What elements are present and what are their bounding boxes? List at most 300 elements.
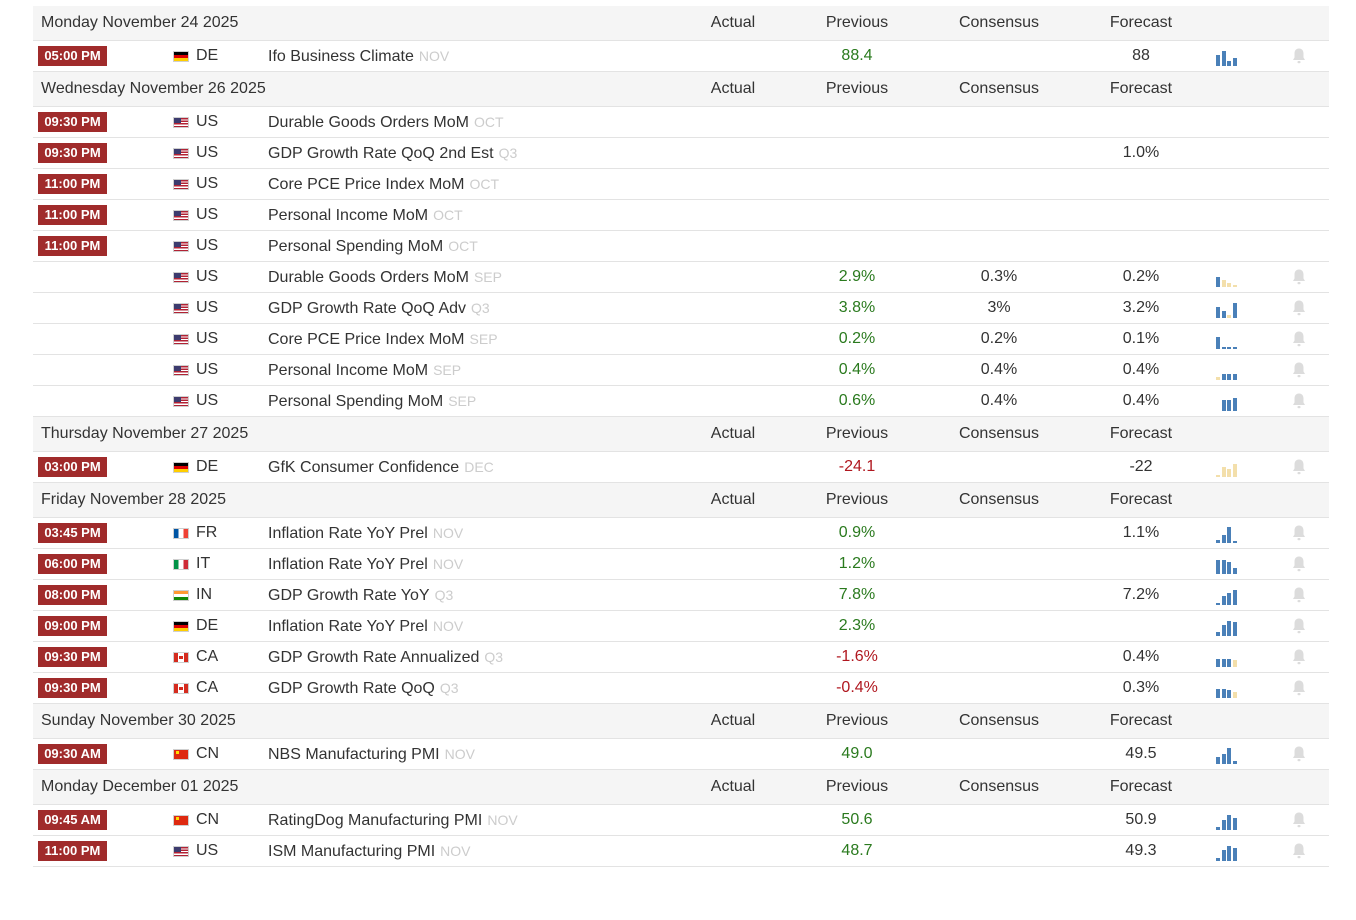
event-name-link[interactable] — [268, 549, 463, 580]
sparkline-bar — [1216, 337, 1220, 349]
country-flag-icon — [173, 179, 189, 190]
event-name[interactable]: Personal Spending MoM — [268, 393, 444, 410]
forecast-column-header[interactable]: Forecast — [1109, 712, 1173, 729]
table-row[interactable] — [33, 138, 1329, 169]
forecast-value: 0.2% — [1122, 268, 1160, 285]
sparkline-bar — [1233, 398, 1237, 411]
sparkline-chart[interactable] — [1216, 678, 1244, 698]
country-code: US — [196, 113, 219, 130]
forecast-value: 1.0% — [1122, 144, 1160, 161]
sparkline-chart[interactable] — [1216, 46, 1244, 66]
reference-period: SEP — [433, 362, 462, 378]
table-row[interactable] — [33, 107, 1329, 138]
event-name[interactable]: Durable Goods Orders MoM — [268, 114, 469, 131]
sparkline-bar — [1216, 659, 1220, 667]
forecast-value: 0.4% — [1122, 361, 1160, 378]
country-code: US — [196, 361, 219, 378]
country-flag-icon — [173, 365, 189, 376]
sparkline-chart[interactable] — [1216, 329, 1244, 349]
table-row[interactable] — [33, 611, 1329, 642]
consensus-column-header[interactable]: Consensus — [958, 425, 1040, 442]
consensus-value: 0.4% — [980, 361, 1018, 378]
event-name[interactable]: Personal Spending MoM — [268, 238, 444, 255]
sparkline-chart[interactable] — [1216, 744, 1244, 764]
sparkline-chart[interactable] — [1216, 360, 1244, 380]
previous-column-header[interactable]: Previous — [825, 712, 889, 729]
sparkline-bar — [1233, 761, 1237, 764]
time-badge: 11:00 PM — [38, 205, 107, 225]
bell-alert-icon[interactable] — [1292, 617, 1306, 635]
country-flag-icon — [173, 148, 189, 159]
table-row[interactable] — [33, 262, 1329, 293]
forecast-value: 88 — [1132, 47, 1150, 64]
time-badge: 11:00 PM — [38, 841, 107, 861]
sparkline-bar — [1227, 846, 1231, 861]
reference-period: DEC — [464, 459, 494, 475]
table-row[interactable] — [33, 739, 1329, 770]
group-date: Wednesday November 26 2025 — [41, 80, 266, 97]
sparkline-bar — [1216, 560, 1220, 574]
table-row[interactable] — [33, 580, 1329, 611]
reference-period: Q3 — [484, 649, 504, 665]
sparkline-bar — [1222, 400, 1226, 411]
table-row[interactable] — [33, 673, 1329, 704]
sparkline-bar — [1222, 347, 1226, 349]
sparkline-bar — [1227, 562, 1231, 574]
country-code: US — [196, 268, 219, 285]
sparkline-chart[interactable] — [1216, 267, 1244, 287]
previous-column-header[interactable]: Previous — [825, 80, 889, 97]
consensus-value: 0.4% — [980, 392, 1018, 409]
event-name-link[interactable] — [268, 41, 449, 72]
forecast-value: 0.4% — [1122, 392, 1160, 409]
event-name[interactable]: GDP Growth Rate YoY — [268, 587, 430, 604]
sparkline-bar — [1216, 475, 1220, 477]
event-name[interactable]: GDP Growth Rate QoQ — [268, 680, 435, 697]
event-name-link[interactable] — [268, 169, 499, 200]
sparkline-bar — [1227, 621, 1231, 636]
actual-column-header[interactable]: Actual — [710, 491, 756, 508]
sparkline-bar — [1222, 374, 1226, 380]
time-badge: 09:30 AM — [38, 744, 107, 764]
sparkline-bar — [1216, 632, 1220, 636]
sparkline-bar — [1222, 625, 1226, 636]
event-name-link[interactable] — [268, 386, 476, 417]
country-code: US — [196, 206, 219, 223]
sparkline-bar — [1233, 818, 1237, 830]
sparkline-bar — [1227, 61, 1231, 66]
sparkline-bar — [1222, 689, 1226, 698]
bell-alert-icon[interactable] — [1292, 811, 1306, 829]
consensus-value: 0.2% — [980, 330, 1018, 347]
country-code: CN — [196, 745, 220, 762]
sparkline-bar — [1233, 374, 1237, 380]
sparkline-chart[interactable] — [1216, 647, 1244, 667]
forecast-value: 49.3 — [1125, 842, 1157, 859]
reference-period: Q3 — [471, 300, 490, 316]
table-row[interactable] — [33, 642, 1329, 673]
sparkline-bar — [1222, 560, 1226, 574]
group-date: Thursday November 27 2025 — [41, 425, 249, 442]
sparkline-bar — [1233, 692, 1237, 698]
event-name[interactable]: GDP Growth Rate Annualized — [268, 649, 480, 666]
reference-period: Q3 — [498, 145, 518, 161]
country-code: US — [196, 299, 219, 316]
actual-column-header[interactable]: Actual — [710, 425, 756, 442]
time-badge: 11:00 PM — [38, 236, 107, 256]
event-name-link[interactable] — [268, 518, 463, 549]
bell-alert-icon[interactable] — [1292, 842, 1306, 860]
event-name[interactable]: Ifo Business Climate — [268, 48, 414, 65]
time-badge: 09:00 PM — [38, 616, 107, 636]
event-name-link[interactable] — [268, 836, 471, 867]
sparkline-chart[interactable] — [1216, 554, 1244, 574]
previous-value: 2.9% — [838, 268, 876, 285]
reference-period: OCT — [448, 238, 478, 254]
previous-value: 88.4 — [841, 47, 873, 64]
sparkline-bar — [1222, 51, 1226, 66]
sparkline-bar — [1233, 347, 1237, 349]
sparkline-chart[interactable] — [1216, 523, 1244, 543]
event-name-link[interactable] — [268, 642, 503, 673]
country-flag-icon — [173, 272, 189, 283]
time-badge: 09:30 PM — [38, 678, 107, 698]
country-flag-icon — [173, 51, 189, 62]
reference-period: SEP — [448, 393, 477, 409]
event-name-link[interactable] — [268, 805, 518, 836]
reference-period: OCT — [469, 176, 500, 192]
event-name-link[interactable] — [268, 138, 517, 169]
reference-period: SEP — [473, 269, 502, 285]
table-row[interactable] — [33, 805, 1329, 836]
sparkline-bar — [1227, 347, 1231, 349]
group-date: Monday December 01 2025 — [41, 778, 239, 795]
previous-value: 48.7 — [841, 842, 873, 859]
forecast-value: 3.2% — [1122, 299, 1160, 316]
sparkline-bar — [1222, 754, 1226, 764]
group-date: Friday November 28 2025 — [41, 491, 226, 508]
sparkline-chart[interactable] — [1216, 391, 1244, 411]
date-group-header — [33, 417, 1329, 452]
actual-column-header[interactable]: Actual — [710, 80, 756, 97]
event-name-link[interactable] — [268, 611, 463, 642]
table-row[interactable] — [33, 836, 1329, 867]
bell-alert-icon[interactable] — [1292, 745, 1306, 763]
event-name[interactable]: GDP Growth Rate QoQ 2nd Est — [268, 145, 494, 162]
event-name-link[interactable] — [268, 355, 461, 386]
bell-alert-icon[interactable] — [1292, 299, 1306, 317]
event-name-link[interactable] — [268, 739, 475, 770]
previous-value: 0.4% — [838, 361, 876, 378]
country-flag-icon — [173, 621, 189, 632]
sparkline-bar — [1216, 377, 1220, 380]
country-flag-icon — [173, 462, 189, 473]
bell-alert-icon[interactable] — [1292, 392, 1306, 410]
country-flag-icon — [173, 815, 189, 826]
reference-period: NOV — [432, 525, 464, 541]
sparkline-chart[interactable] — [1216, 457, 1244, 477]
reference-period: NOV — [432, 618, 464, 634]
sparkline-bar — [1233, 303, 1237, 318]
sparkline-chart[interactable] — [1216, 298, 1244, 318]
actual-column-header[interactable]: Actual — [710, 14, 756, 31]
sparkline-bar — [1233, 568, 1237, 574]
bell-alert-icon[interactable] — [1292, 330, 1306, 348]
event-name-link[interactable] — [268, 673, 459, 704]
sparkline-bar — [1216, 689, 1220, 698]
forecast-value: -22 — [1129, 458, 1153, 475]
table-row[interactable] — [33, 355, 1329, 386]
country-code: DE — [196, 47, 219, 64]
event-name[interactable]: Personal Income MoM — [268, 362, 429, 379]
sparkline-bar — [1233, 285, 1237, 287]
event-name-link[interactable] — [268, 580, 453, 611]
country-flag-icon — [173, 683, 189, 694]
country-code: DE — [196, 458, 219, 475]
previous-column-header[interactable]: Previous — [825, 491, 889, 508]
previous-column-header[interactable]: Previous — [825, 778, 889, 795]
group-date: Monday November 24 2025 — [41, 14, 239, 31]
country-code: IT — [196, 555, 211, 572]
sparkline-bar — [1227, 469, 1231, 477]
reference-period: NOV — [432, 556, 464, 572]
event-name-link[interactable] — [268, 293, 490, 324]
time-badge: 03:00 PM — [38, 457, 107, 477]
sparkline-bar — [1216, 827, 1220, 830]
event-name[interactable]: ISM Manufacturing PMI — [268, 843, 436, 860]
previous-value: 2.3% — [838, 617, 876, 634]
reference-period: OCT — [473, 114, 504, 130]
table-row[interactable] — [33, 169, 1329, 200]
previous-value: 49.0 — [841, 745, 873, 762]
table-row[interactable] — [33, 200, 1329, 231]
sparkline-chart[interactable] — [1216, 616, 1244, 636]
event-name[interactable]: Inflation Rate YoY Prel — [268, 556, 428, 573]
forecast-value: 0.3% — [1122, 679, 1160, 696]
table-row[interactable] — [33, 452, 1329, 483]
country-flag-icon — [173, 334, 189, 345]
previous-value: 0.6% — [838, 392, 876, 409]
event-name-link[interactable] — [268, 452, 494, 483]
forecast-value: 49.5 — [1125, 745, 1157, 762]
reference-period: Q3 — [434, 587, 454, 603]
sparkline-bar — [1233, 58, 1237, 66]
time-badge: 06:00 PM — [38, 554, 107, 574]
consensus-value: 0.3% — [980, 268, 1018, 285]
previous-value: 1.2% — [838, 555, 876, 572]
sparkline-chart[interactable] — [1216, 841, 1244, 861]
sparkline-chart[interactable] — [1216, 585, 1244, 605]
country-code: CA — [196, 648, 219, 665]
table-row[interactable] — [33, 293, 1329, 324]
table-row[interactable] — [33, 324, 1329, 355]
sparkline-bar — [1222, 280, 1226, 287]
actual-column-header[interactable]: Actual — [710, 712, 756, 729]
reference-period: Q3 — [439, 680, 459, 696]
country-code: US — [196, 330, 219, 347]
reference-period: OCT — [433, 207, 463, 223]
country-flag-icon — [173, 303, 189, 314]
country-flag-icon — [173, 749, 189, 760]
country-flag-icon — [173, 590, 189, 601]
sparkline-bar — [1227, 400, 1231, 411]
sparkline-bar — [1233, 541, 1237, 543]
reference-period: NOV — [440, 843, 471, 859]
event-name[interactable]: GfK Consumer Confidence — [268, 459, 460, 476]
time-badge: 11:00 PM — [38, 174, 107, 194]
forecast-column-header[interactable]: Forecast — [1109, 14, 1173, 31]
date-group-header — [33, 6, 1329, 41]
sparkline-bar — [1216, 277, 1220, 287]
time-badge: 03:45 PM — [38, 523, 107, 543]
bell-alert-icon[interactable] — [1292, 679, 1306, 697]
time-badge: 05:00 PM — [38, 46, 107, 66]
bell-alert-icon[interactable] — [1292, 268, 1306, 286]
bell-alert-icon[interactable] — [1292, 648, 1306, 666]
country-flag-icon — [173, 210, 189, 221]
previous-column-header[interactable]: Previous — [825, 14, 889, 31]
country-flag-icon — [173, 652, 189, 663]
sparkline-bar — [1222, 596, 1226, 605]
forecast-column-header[interactable]: Forecast — [1109, 80, 1173, 97]
country-code: DE — [196, 617, 219, 634]
forecast-value: 7.2% — [1122, 586, 1160, 603]
event-name-link[interactable] — [268, 231, 478, 262]
sparkline-bar — [1227, 815, 1231, 830]
previous-value: 7.8% — [838, 586, 876, 603]
country-code: IN — [196, 586, 212, 603]
consensus-column-header[interactable]: Consensus — [958, 491, 1040, 508]
event-name[interactable]: RatingDog Manufacturing PMI — [268, 812, 483, 829]
sparkline-bar — [1222, 467, 1226, 477]
sparkline-bar — [1222, 820, 1226, 830]
forecast-column-header[interactable]: Forecast — [1109, 778, 1173, 795]
event-name[interactable]: Core PCE Price Index MoM — [268, 331, 465, 348]
event-name[interactable]: NBS Manufacturing PMI — [268, 746, 440, 763]
table-row[interactable] — [33, 549, 1329, 580]
event-name-link[interactable] — [268, 324, 498, 355]
country-code: US — [196, 842, 219, 859]
country-flag-icon — [173, 396, 189, 407]
event-name[interactable]: GDP Growth Rate QoQ Adv — [268, 300, 467, 317]
bell-alert-icon[interactable] — [1292, 458, 1306, 476]
reference-period: NOV — [418, 48, 450, 64]
sparkline-bar — [1233, 590, 1237, 605]
event-name-link[interactable] — [268, 107, 504, 138]
consensus-column-header[interactable]: Consensus — [958, 80, 1040, 97]
table-row[interactable] — [33, 41, 1329, 72]
date-group-header — [33, 72, 1329, 107]
reference-period: SEP — [469, 331, 498, 347]
bell-alert-icon[interactable] — [1292, 361, 1306, 379]
sparkline-bar — [1216, 540, 1220, 543]
sparkline-bar — [1227, 374, 1231, 380]
country-flag-icon — [173, 559, 189, 570]
sparkline-bar — [1233, 848, 1237, 861]
country-code: US — [196, 237, 219, 254]
table-row[interactable] — [33, 518, 1329, 549]
time-badge: 08:00 PM — [38, 585, 107, 605]
forecast-value: 0.1% — [1122, 330, 1160, 347]
country-flag-icon — [173, 117, 189, 128]
sparkline-bar — [1233, 622, 1237, 636]
sparkline-bar — [1216, 307, 1220, 318]
consensus-column-header[interactable]: Consensus — [958, 778, 1040, 795]
sparkline-bar — [1222, 535, 1226, 543]
country-code: CN — [196, 811, 220, 828]
forecast-value: 1.1% — [1122, 524, 1160, 541]
consensus-value: 3% — [987, 299, 1011, 316]
event-name[interactable]: Core PCE Price Index MoM — [268, 176, 465, 193]
sparkline-bar — [1227, 283, 1231, 287]
sparkline-bar — [1222, 850, 1226, 861]
bell-alert-icon[interactable] — [1292, 524, 1306, 542]
country-code: US — [196, 392, 219, 409]
country-code: FR — [196, 524, 218, 541]
previous-value: 0.9% — [838, 524, 876, 541]
time-badge: 09:45 AM — [38, 810, 107, 830]
group-date: Sunday November 30 2025 — [41, 712, 236, 729]
event-name[interactable]: Inflation Rate YoY Prel — [268, 618, 428, 635]
date-group-header — [33, 704, 1329, 739]
bell-alert-icon[interactable] — [1292, 555, 1306, 573]
sparkline-bar — [1216, 858, 1220, 861]
bell-alert-icon[interactable] — [1292, 586, 1306, 604]
economic-calendar-table — [33, 6, 1329, 867]
country-flag-icon — [173, 241, 189, 252]
previous-value: -24.1 — [838, 458, 876, 475]
previous-value: 0.2% — [838, 330, 876, 347]
country-flag-icon — [173, 846, 189, 857]
sparkline-chart[interactable] — [1216, 810, 1244, 830]
sparkline-bar — [1227, 315, 1231, 318]
country-code: CA — [196, 679, 219, 696]
consensus-column-header[interactable]: Consensus — [958, 712, 1040, 729]
consensus-column-header[interactable]: Consensus — [958, 14, 1040, 31]
reference-period: NOV — [487, 812, 518, 828]
event-name[interactable]: Durable Goods Orders MoM — [268, 269, 469, 286]
event-name-link[interactable] — [268, 200, 463, 231]
event-name-link[interactable] — [268, 262, 502, 293]
previous-column-header[interactable]: Previous — [825, 425, 889, 442]
sparkline-bar — [1227, 748, 1231, 764]
sparkline-bar — [1227, 659, 1231, 667]
reference-period: NOV — [444, 746, 475, 762]
forecast-column-header[interactable]: Forecast — [1109, 491, 1173, 508]
date-group-header — [33, 770, 1329, 805]
previous-value: 3.8% — [838, 299, 876, 316]
previous-value: 50.6 — [841, 811, 873, 828]
event-name[interactable]: Inflation Rate YoY Prel — [268, 525, 428, 542]
forecast-column-header[interactable]: Forecast — [1109, 425, 1173, 442]
sparkline-bar — [1227, 690, 1231, 698]
sparkline-bar — [1233, 464, 1237, 477]
table-row[interactable] — [33, 386, 1329, 417]
country-flag-icon — [173, 528, 189, 539]
bell-alert-icon[interactable] — [1292, 47, 1306, 65]
actual-column-header[interactable]: Actual — [710, 778, 756, 795]
sparkline-bar — [1227, 593, 1231, 605]
sparkline-bar — [1233, 660, 1237, 667]
forecast-value: 50.9 — [1125, 811, 1157, 828]
sparkline-bar — [1216, 603, 1220, 605]
time-badge: 09:30 PM — [38, 647, 107, 667]
table-row[interactable] — [33, 231, 1329, 262]
sparkline-bar — [1216, 757, 1220, 764]
country-code: US — [196, 144, 219, 161]
sparkline-bar — [1222, 659, 1226, 667]
event-name[interactable]: Personal Income MoM — [268, 207, 429, 224]
